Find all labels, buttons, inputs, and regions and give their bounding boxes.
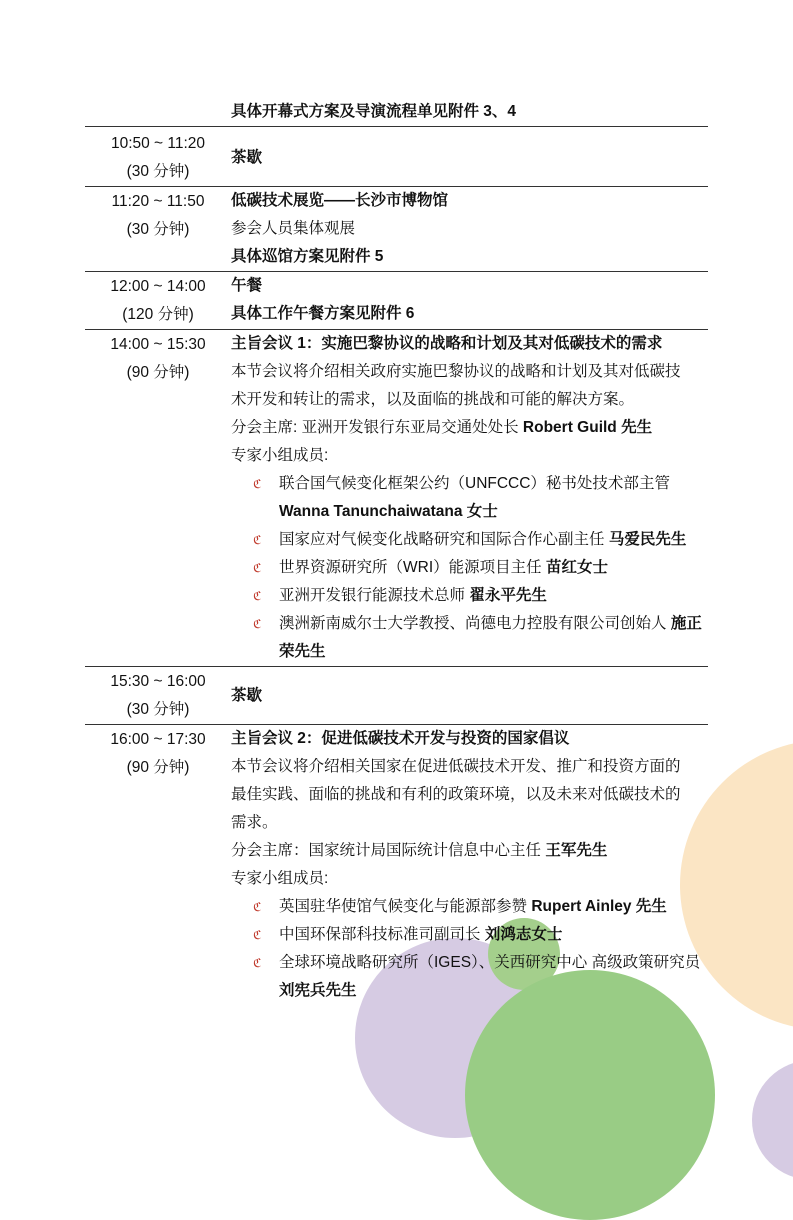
- duration: (30 分钟): [126, 163, 190, 180]
- agenda-row: [85, 187, 708, 272]
- member-role: 中国环保部科技标准司副司长: [279, 926, 485, 943]
- session-desc: 需求。: [231, 814, 278, 831]
- member-name: 苗红女士: [545, 559, 608, 576]
- time-range: 14:00 ~ 15:30: [110, 336, 206, 353]
- agenda-row: [85, 725, 708, 1005]
- member-name: Wanna Tanunchaiwatana 女士: [279, 503, 498, 520]
- content-cell: [231, 667, 708, 724]
- content-cell: [231, 725, 708, 1005]
- time-range: 10:50 ~ 11:20: [110, 135, 206, 152]
- bullet-icon: ℭ: [253, 561, 262, 575]
- session-title: 低碳技术展览——长沙市博物馆: [231, 192, 449, 209]
- time-range: 16:00 ~ 17:30: [110, 731, 206, 748]
- time-cell: [85, 187, 231, 271]
- agenda-table: [85, 98, 708, 1005]
- panel-member: [231, 949, 708, 1005]
- content-cell: [231, 129, 708, 186]
- agenda-row-intro: [85, 98, 708, 127]
- session-desc: 术开发和转让的需求，以及面临的挑战和可能的解决方案。: [231, 391, 635, 408]
- member-role: 联合国气候变化框架公约（UNFCCC）秘书处技术部主管: [279, 475, 670, 492]
- member-role: 英国驻华使馆气候变化与能源部参赞: [279, 898, 532, 915]
- content-cell: [231, 330, 708, 666]
- time-range: 15:30 ~ 16:00: [110, 673, 206, 690]
- session-desc: 本节会议将介绍相关政府实施巴黎协议的战略和计划及其对低碳技: [231, 363, 681, 380]
- chair-name: Robert Guild 先生: [522, 419, 653, 436]
- session-desc: 本节会议将介绍相关国家在促进低碳技术开发、推广和投资方面的: [231, 758, 681, 775]
- panel-label: 专家小组成员:: [231, 447, 329, 464]
- session-note: 具体工作午餐方案见附件 6: [231, 305, 415, 322]
- member-role: 亚洲开发银行能源技术总师: [279, 587, 470, 604]
- chair-label: 分会主席：国家统计局国际统计信息中心主任: [231, 842, 546, 859]
- time-cell: [85, 725, 231, 1005]
- agenda-row: [85, 667, 708, 725]
- chair-name: 王军先生: [545, 842, 608, 859]
- time-range: 12:00 ~ 14:00: [110, 278, 206, 295]
- session-title: 主旨会议 2：促进低碳技术开发与投资的国家倡议: [231, 730, 570, 747]
- bullet-icon: ℭ: [253, 928, 262, 942]
- time-cell: [85, 330, 231, 666]
- member-name: 施正荣先生: [279, 615, 702, 660]
- agenda-row: [85, 330, 708, 667]
- panel-member: [231, 554, 708, 582]
- member-name: Rupert Ainley 先生: [531, 898, 667, 915]
- member-name: 刘鸿志女士: [484, 926, 563, 943]
- member-role: 全球环境战略研究所（IGES）、关西研究中心 高级政策研究员: [279, 954, 701, 971]
- session-title: 茶歇: [231, 686, 263, 704]
- session-note: 具体巡馆方案见附件 5: [231, 248, 384, 265]
- agenda-row: [85, 272, 708, 330]
- session-title: 主旨会议 1：实施巴黎协议的战略和计划及其对低碳技术的需求: [231, 335, 663, 352]
- panel-label: 专家小组成员:: [231, 870, 329, 887]
- decor-circle-green-large: [465, 970, 715, 1220]
- time-cell: [85, 98, 231, 126]
- panel-member: [231, 921, 708, 949]
- opening-note: 具体开幕式方案及导演流程单见附件 3、4: [231, 103, 517, 120]
- time-cell: [85, 272, 231, 329]
- bullet-icon: ℭ: [253, 589, 262, 603]
- time-range: 11:20 ~ 11:50: [111, 193, 205, 210]
- session-title: 午餐: [231, 277, 263, 294]
- member-role: 国家应对气候变化战略研究和国际合作心副主任: [279, 531, 609, 548]
- content-cell: [231, 272, 708, 329]
- panel-member: [231, 893, 708, 921]
- member-name: 刘宪兵先生: [279, 982, 357, 999]
- bullet-icon: ℭ: [253, 533, 262, 547]
- panel-member: [231, 582, 708, 610]
- bullet-icon: ℭ: [253, 617, 262, 631]
- duration: (30 分钟): [126, 701, 190, 718]
- duration: (90 分钟): [126, 364, 190, 381]
- panel-member: [231, 610, 708, 666]
- agenda-row: [85, 127, 708, 187]
- member-role: 世界资源研究所（WRI）能源项目主任: [279, 559, 546, 576]
- session-title: 茶歇: [231, 148, 263, 166]
- decor-circle-purple-corner: [752, 1060, 793, 1180]
- member-name: 翟永平先生: [469, 587, 547, 604]
- content-cell: [231, 187, 708, 271]
- time-cell: [85, 667, 231, 724]
- duration: (30 分钟): [126, 221, 190, 238]
- member-name: 马爱民先生: [608, 531, 687, 548]
- content-cell: [231, 98, 708, 126]
- bullet-icon: ℭ: [253, 477, 262, 491]
- chair-label: 分会主席: 亚洲开发银行东亚局交通处处长: [231, 419, 523, 436]
- bullet-icon: ℭ: [253, 956, 262, 970]
- duration: (120 分钟): [122, 306, 194, 323]
- bullet-icon: ℭ: [253, 900, 262, 914]
- duration: (90 分钟): [126, 759, 190, 776]
- session-chair: [231, 837, 708, 865]
- session-desc: 最佳实践、面临的挑战和有利的政策环境，以及未来对低碳技术的: [231, 786, 681, 803]
- time-cell: [85, 129, 231, 186]
- session-chair: [231, 414, 708, 442]
- panel-member: [231, 526, 708, 554]
- session-desc: 参会人员集体观展: [231, 220, 356, 237]
- panel-member: [231, 470, 708, 526]
- member-role: 澳洲新南威尔士大学教授、尚德电力控股有限公司创始人: [279, 615, 671, 632]
